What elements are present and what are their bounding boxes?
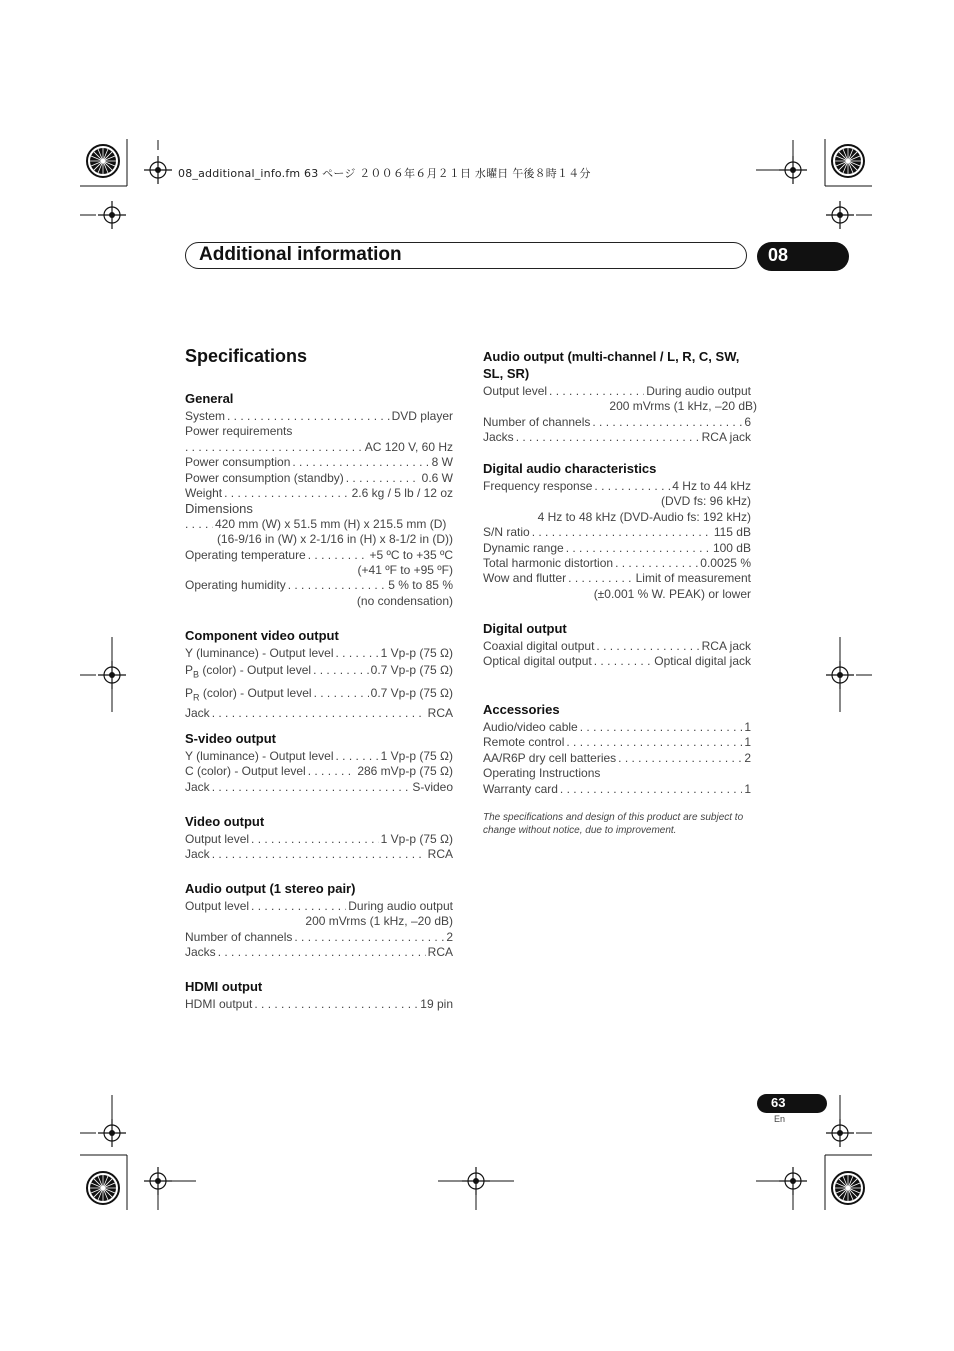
section-title: S-video output [185, 731, 276, 746]
spec-value-cont: 200 mVrms (1 kHz, –20 dB) [305, 914, 453, 929]
spec-row: Optical digital output . . . Optical digital jack [483, 654, 751, 669]
spec-value-cont: (no condensation) [356, 593, 453, 608]
digital-output-section [483, 620, 751, 670]
crosshair-icon [98, 1119, 126, 1147]
section-title: Accessories [483, 702, 560, 717]
spec-label: Operating Instructions [483, 766, 601, 781]
crosshair-icon [144, 156, 172, 184]
spec-row: Coaxial digital output . . . RCA jack [483, 639, 751, 654]
crosshair-icon [144, 1167, 172, 1195]
spec-row: Weight . . . 2.6 kg / 5 lb / 12 oz [185, 486, 453, 501]
section-title: Digital output [483, 621, 567, 636]
section-title: Digital audio characteristics [483, 461, 657, 476]
spec-label: Dimensions [185, 501, 253, 517]
crosshair-icon [779, 156, 807, 184]
spec-row: Number of channels . . . 2 [185, 930, 453, 945]
page-number-badge [757, 1094, 827, 1113]
spec-row: Jack . . . RCA [185, 706, 453, 721]
spec-row: Remote control . . . 1 [483, 735, 751, 750]
spec-row: Frequency response . . . 4 Hz to 44 kHz [483, 479, 751, 494]
section-title: Video output [185, 814, 265, 829]
spec-row: HDMI output . . . 19 pin [185, 997, 453, 1012]
registration-wheel-icon [832, 145, 864, 177]
page-language: En [774, 1114, 786, 1124]
spec-row: Power consumption . . . 8 W [185, 455, 453, 470]
section-title: Audio output (multi-channel / L, R, C, SW, SL, SR) [483, 349, 740, 381]
spec-value-cont: 4 Hz to 48 kHz (DVD-Audio fs: 192 kHz) [537, 509, 751, 524]
spec-row: Jack . . . RCA [185, 847, 453, 862]
registration-wheel-icon [87, 145, 119, 177]
spec-row: Wow and flutter . . . Limit of measurement [483, 571, 751, 586]
spec-row: Output level . . . During audio output [185, 899, 453, 914]
chapter-title: Additional information [199, 244, 402, 265]
spec-value-cont: (16-9/16 in (W) x 2-1/16 in (H) x 8-1/2 in (D)) [216, 532, 453, 547]
footnote: The specifications and design of this product are subject to change without notice, due to improvement. [483, 812, 744, 836]
spec-row: Power consumption (standby) . . . 0.6 W [185, 471, 453, 486]
spec-value-cont: (+41 ºF to +95 ºF) [357, 563, 453, 578]
spec-row: $P_B$ (color) - Output level . . . 0.7 Vp-p (75 Ω) [185, 661, 453, 683]
section-title: Component video output [185, 628, 339, 643]
spec-row: Jacks . . . RCA [185, 945, 453, 960]
component-video-section [185, 627, 453, 722]
chapter-number: 08 [768, 245, 789, 265]
section-title: General [185, 391, 234, 406]
spec-row: Number of channels . . . 6 [483, 415, 751, 430]
spec-row: AA/R6P dry cell batteries . . . 2 [483, 751, 751, 766]
spec-row: Output level . . . 1 Vp-p (75 Ω) [185, 832, 453, 847]
audio-stereo-section [185, 880, 453, 961]
section-title: Audio output (1 stereo pair) [185, 881, 356, 896]
page-title: Specifications [185, 346, 308, 366]
spec-row: Y (luminance) - Output level . . . 1 Vp-p (75 Ω) [185, 749, 453, 764]
spec-label: Power requirements [185, 424, 293, 439]
hdmi-section [185, 978, 453, 1012]
spec-value-cont: (±0.001 % W. PEAK) or lower [593, 586, 751, 601]
spec-row: . . . 420 mm (W) x 51.5 mm (H) x 215.5 mm (D) [185, 517, 453, 532]
spec-row: System . . . DVD player [185, 409, 453, 424]
registration-wheel-icon [87, 1172, 119, 1204]
audio-multichannel-section [483, 348, 757, 446]
registration-wheel-icon [832, 1172, 864, 1204]
crosshair-icon [779, 1167, 807, 1195]
spec-row: Warranty card . . . 1 [483, 782, 751, 797]
spec-row: Jacks . . . RCA jack [483, 430, 751, 445]
page-number: 63 [771, 1095, 786, 1110]
crosshair-icon [826, 201, 854, 229]
spec-value-cont: 200 mVrms (1 kHz, –20 dB) [609, 399, 757, 414]
file-header: 08_additional_info.fm 63 ページ ２００６年６月２１日 水曜日 午後８時１４分 [178, 167, 591, 180]
spec-row: Jack . . . S-video [185, 780, 453, 795]
spec-row: Operating temperature . . . +5 ºC to +35 ºC [185, 548, 453, 563]
spec-row: Operating humidity . . . 5 % to 85 % [185, 578, 453, 593]
spec-row: . . . AC 120 V, 60 Hz [185, 440, 453, 455]
section-title: HDMI output [185, 979, 263, 994]
accessories-section [483, 701, 751, 797]
spec-value-cont: (DVD fs: 96 kHz) [660, 494, 751, 509]
spec-row: C (color) - Output level . . . 286 mVp-p (75 Ω) [185, 764, 453, 779]
video-output-section [185, 813, 453, 863]
crosshair-icon [826, 1119, 854, 1147]
digital-audio-section [483, 460, 751, 602]
spec-row: Output level . . . During audio output [483, 384, 751, 399]
spec-row: Y (luminance) - Output level . . . 1 Vp-p (75 Ω) [185, 646, 453, 661]
spec-row: Dynamic range . . . 100 dB [483, 541, 751, 556]
spec-row: $P_R$ (color) - Output level . . . 0.7 Vp-p (75 Ω) [185, 684, 453, 706]
general-section [185, 390, 453, 609]
spec-row: Audio/video cable . . . 1 [483, 720, 751, 735]
s-video-section [185, 730, 453, 795]
crosshair-icon [98, 201, 126, 229]
spec-row: S/N ratio . . . 115 dB [483, 525, 751, 540]
spec-row: Total harmonic distortion . . . 0.0025 % [483, 556, 751, 571]
